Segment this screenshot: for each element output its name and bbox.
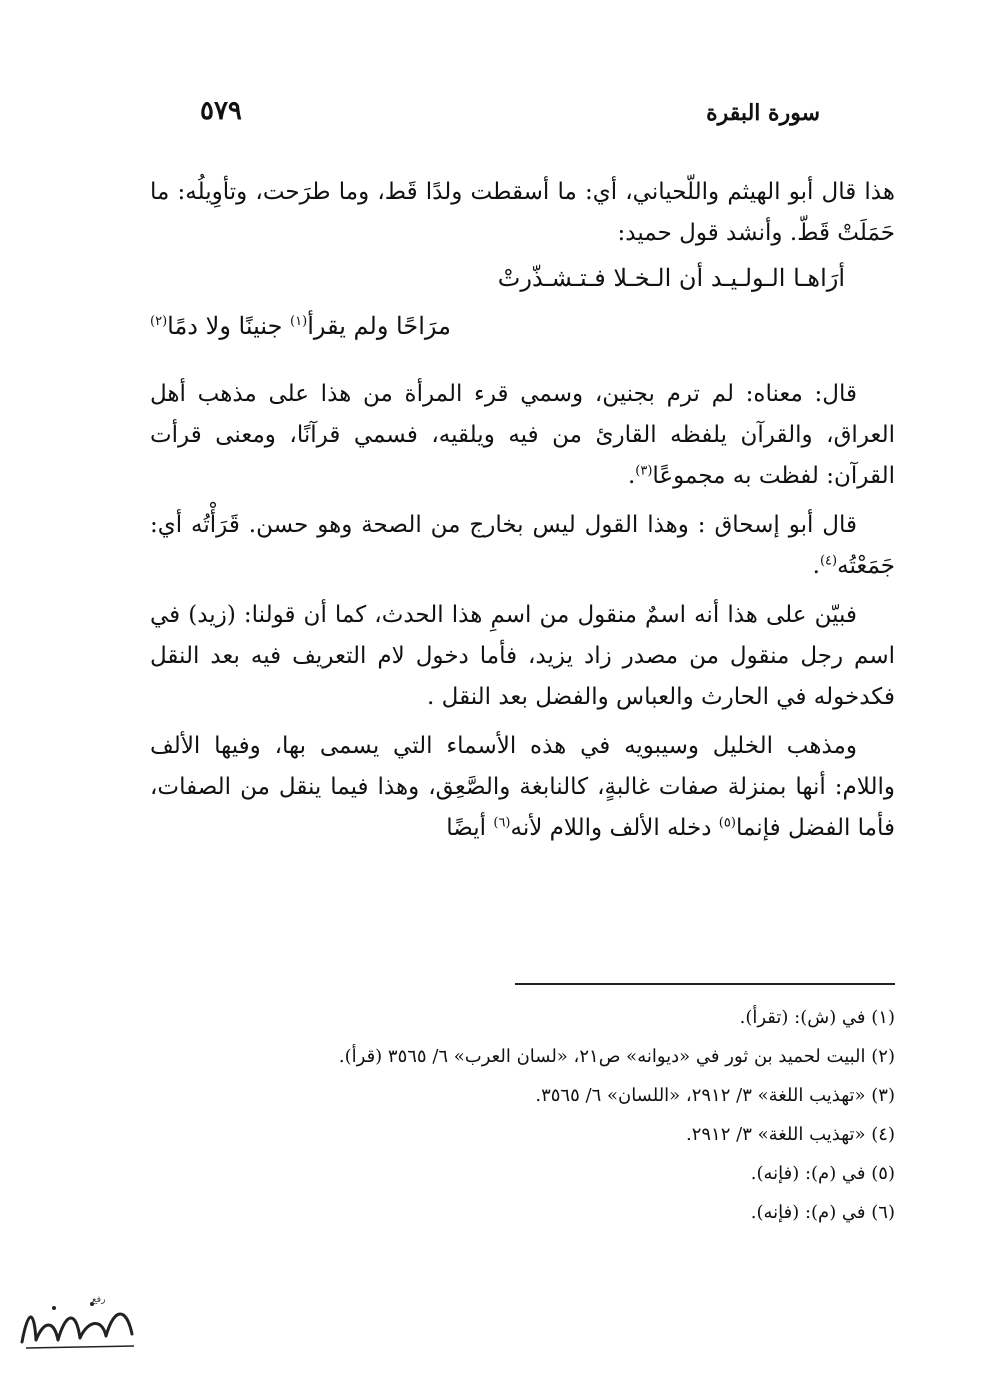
line-1: هذا قال أبو الهيثم واللّحياني، أي: ما أسقطت ولدًا قَط، وما طرَحت، <box>255 179 896 205</box>
paragraph-2 <box>150 505 895 587</box>
footnote-ref-1: (١) <box>290 314 308 329</box>
paragraph-2-text: قال أبو إسحاق : وهذا القول ليس بخارج من الصحة وهو حسن. قَرَأْتُه أي: جَمَعْتُه <box>150 512 895 579</box>
footnote-4: (٤) «تهذيب اللغة» ٣/ ٢٩١٢. <box>685 1124 895 1145</box>
footnote-ref-6: (٦) <box>493 815 511 831</box>
footnote-5: (٥) في (م): (فإنه). <box>750 1163 895 1184</box>
text-line <box>150 172 895 254</box>
surah-title: سورة البقرة <box>706 100 820 126</box>
paragraph-1-text: قال: معناه: لم ترم بجنين، وسمي قرء المرأة من هذا على مذهب أهل العراق، والقرآن يلفظه القارئ من فيه ويلقيه، فسمي قرآنًا، ومعنى قرأت القرآن: لفظت به مجموعًا <box>150 381 895 489</box>
verse-line-1: أرَاهـا الـولـيـد أن الـخـلا فـتـشـذّرتْ <box>497 264 845 292</box>
paragraph-4-mid: دخله الألف واللام لأنه <box>510 815 719 841</box>
footnote-ref-4: (٤) <box>819 553 838 569</box>
page-header <box>200 96 820 140</box>
logo-caption: رفع <box>92 1295 106 1305</box>
footnote-6: (٦) في (م): (فإنه). <box>750 1202 895 1223</box>
calligraphy-logo-icon <box>14 1290 144 1360</box>
line-2: وتأوِيلُه: ما حَمَلَتْ قَطّ. وأنشد قول حميد: <box>150 179 895 246</box>
main-text <box>150 172 895 849</box>
footnote-ref-3: (٣) <box>635 463 653 479</box>
publisher-logo <box>14 1290 144 1360</box>
footnote-ref-2: (٢) <box>150 314 168 329</box>
footnote-1: (١) في (ش): (تقرأ). <box>739 1007 895 1028</box>
footnote-ref-5: (٥) <box>718 815 736 831</box>
footnote-2: (٢) البيت لحميد بن ثور في «ديوانه» ص٢١، «لسان العرب» ٦/ ٣٥٦٥ (قرأ). <box>338 1046 895 1067</box>
paragraph-1 <box>150 374 895 497</box>
verse-2-part-a: مرَاحًا ولم يقرأ <box>307 312 451 340</box>
verse-2-part-b: جنينًا ولا دمًا <box>167 312 291 340</box>
paragraph-2-end: . <box>812 553 820 579</box>
paragraph-3: فبيّن على هذا أنه اسمٌ منقول من اسمِ هذا الحدث، كما أن قولنا: (زيد) في اسم رجل منقول من مصدر زاد يزيد، فأما دخول لام التعريف فيه بعد النقل فكدخوله في الحارث والعباس والفضل بعد النقل . <box>150 602 896 710</box>
footnotes <box>150 998 895 1232</box>
paragraph-1-end: . <box>627 463 636 489</box>
paragraph-4 <box>150 726 895 849</box>
paragraph-4-text: ومذهب الخليل وسيبويه في هذه الأسماء التي يسمى بها، وفيها الألف واللام: أنها بمنزلة صفات غالبةٍ، كالنابغة والصَّعِق، وهذا فيما ينقل من الصفات، فأما الفضل فإنما <box>150 733 895 841</box>
footnote-3: (٣) «تهذيب اللغة» ٣/ ٢٩١٢، «اللسان» ٦/ ٣٥٦٥. <box>535 1085 895 1106</box>
paragraph-4-end: أيضًا <box>446 815 494 841</box>
footnote-separator <box>515 983 895 985</box>
page-number: ٥٧٩ <box>200 96 242 126</box>
verse-line-2 <box>150 302 725 350</box>
